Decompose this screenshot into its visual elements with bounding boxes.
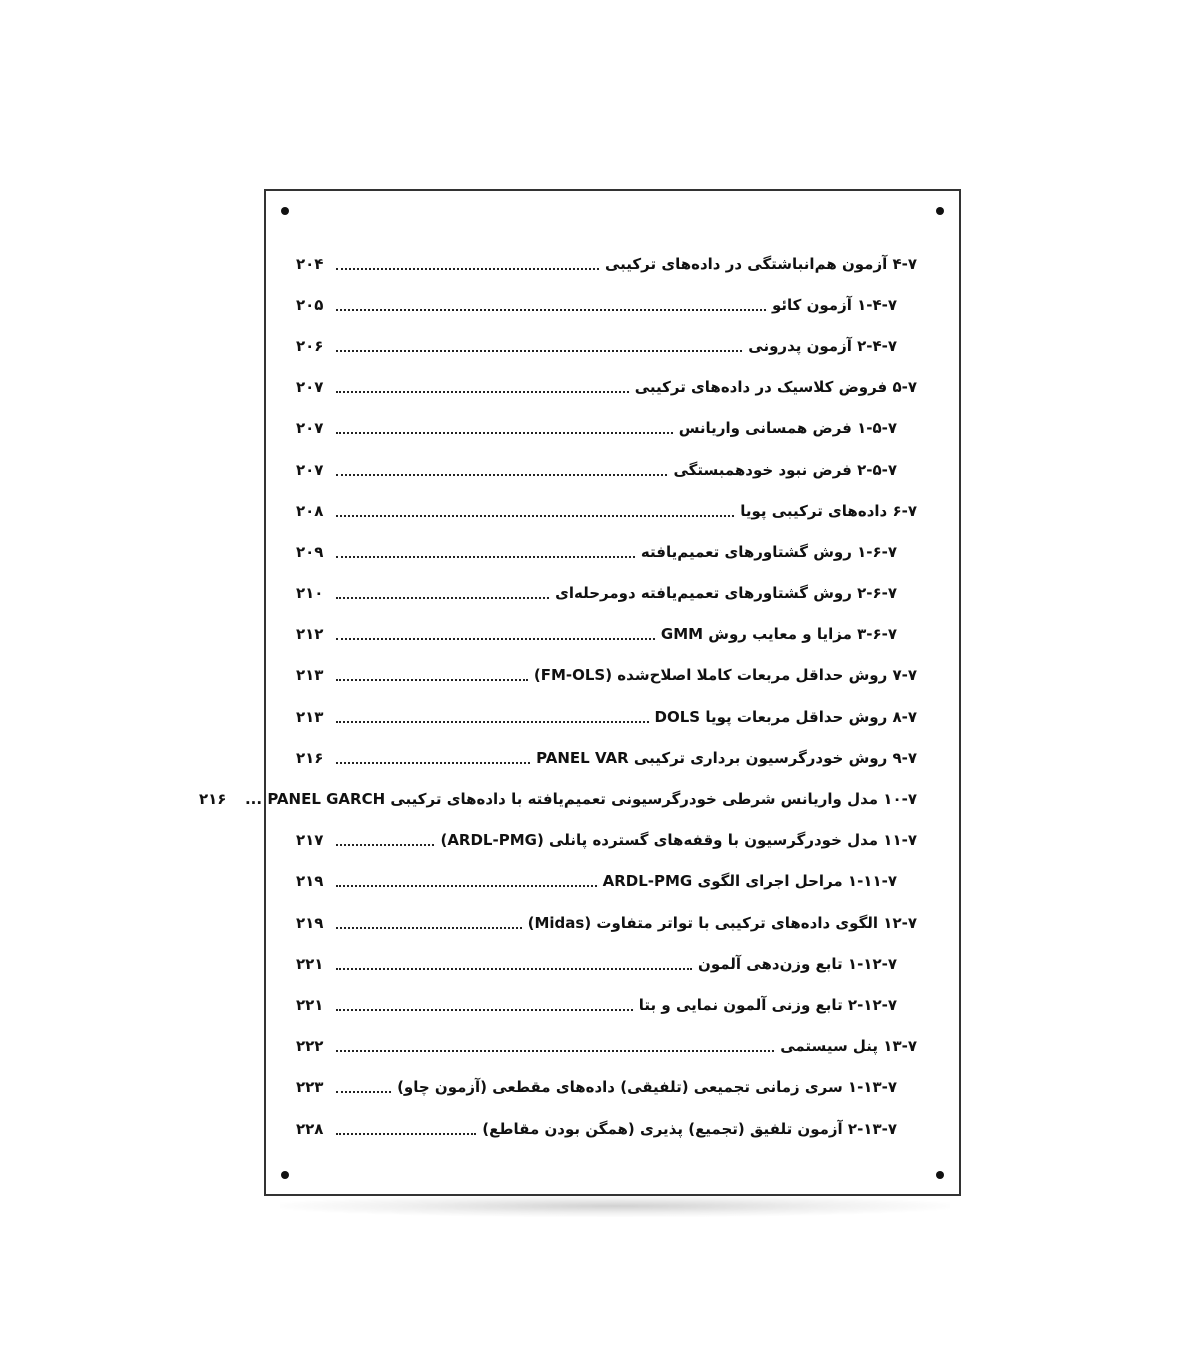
corner-dot-top-left bbox=[281, 207, 289, 215]
toc-entry-page-number: ۲۱۲ bbox=[296, 625, 324, 644]
toc-entry bbox=[296, 737, 917, 778]
toc-entry-title: ۱-۶-۷ روش گشتاورهای تعمیم‌یافته bbox=[640, 542, 897, 561]
toc-entry-page-number: ۲۱۰ bbox=[296, 584, 324, 603]
dot-leader bbox=[336, 885, 597, 887]
toc-entry bbox=[296, 820, 917, 861]
toc-entry-page-number: ۲۰۵ bbox=[296, 295, 324, 314]
toc-entry bbox=[296, 614, 917, 655]
toc-entry-title: ۱-۱۱-۷ مراحل اجرای الگوی ARDL-PMG bbox=[602, 872, 897, 891]
toc-entry-page-number: ۲۱۹ bbox=[296, 913, 324, 932]
dot-leader bbox=[336, 638, 655, 640]
toc-entry-page-number: ۲۱۶ bbox=[198, 790, 227, 809]
toc-entry-title: ۶-۷ داده‌های ترکیبی پویا bbox=[740, 501, 917, 520]
toc-entry-title: ۱-۵-۷ فرض همسانی واریانس bbox=[678, 419, 897, 438]
toc-entry-page-number: ۲۱۹ bbox=[296, 872, 324, 891]
toc-entry-title: ۸-۷ روش حداقل مربعات پویا DOLS bbox=[654, 707, 917, 726]
toc-entry-title: ۲-۱۳-۷ آزمون تلفیق (تجمیع) پذیری (همگن بودن مقاطع) bbox=[482, 1119, 897, 1138]
toc-entry-title: ۲-۴-۷ آزمون پدرونی bbox=[748, 336, 897, 355]
toc-entry-title: ۱۱-۷ مدل خودرگرسیون با وقفه‌های گسترده پانلی (ARDL-PMG) bbox=[440, 831, 917, 850]
page-shadow bbox=[280, 1195, 950, 1217]
toc-entry bbox=[296, 984, 917, 1025]
toc-entry-title: ۱۳-۷ پنل سیستمی bbox=[780, 1037, 917, 1056]
toc-entry-page-number: ۲۱۶ bbox=[296, 748, 324, 767]
toc-entry bbox=[296, 367, 917, 408]
dot-leader bbox=[336, 350, 742, 352]
dot-leader bbox=[336, 391, 629, 393]
toc-entry-page-number: ۲۲۳ bbox=[296, 1078, 324, 1097]
toc-entry-page-number: ۲۰۶ bbox=[296, 336, 324, 355]
dot-leader bbox=[336, 927, 522, 929]
dot-leader bbox=[336, 844, 434, 846]
toc-entry bbox=[296, 655, 917, 696]
toc-entry bbox=[296, 1067, 917, 1108]
dot-leader bbox=[336, 1009, 633, 1011]
toc-entry-page-number: ۲۰۷ bbox=[296, 378, 324, 397]
toc-entry-page-number: ۲۲۲ bbox=[296, 1037, 324, 1056]
toc-entry-page-number: ۲۰۸ bbox=[296, 501, 324, 520]
toc-entry-title: ۲-۱۲-۷ تابع وزنی آلمون نمایی و بتا bbox=[638, 995, 897, 1014]
toc-entry-title: ۲-۵-۷ فرض نبود خودهمبستگی bbox=[673, 460, 897, 479]
dot-leader bbox=[336, 268, 599, 270]
dot-leader bbox=[336, 968, 692, 970]
toc-entry-page-number: ۲۱۳ bbox=[296, 666, 324, 685]
toc-entry-title: ۷-۷ روش حداقل مربعات کاملا اصلاح‌شده (FM-OLS) bbox=[533, 666, 917, 685]
toc-entry bbox=[198, 778, 917, 819]
toc-entry-title: ۱۲-۷ الگوی داده‌های ترکیبی با تواتر متفاوت (Midas) bbox=[527, 913, 917, 932]
toc-page bbox=[198, 189, 961, 1196]
table-of-contents bbox=[198, 243, 917, 1149]
toc-entry-title: ۳-۶-۷ مزایا و معایب روش GMM bbox=[660, 625, 897, 644]
dot-leader bbox=[336, 309, 766, 311]
toc-entry-page-number: ۲۲۸ bbox=[296, 1119, 324, 1138]
dot-leader bbox=[336, 721, 649, 723]
dot-leader bbox=[336, 1133, 476, 1135]
toc-entry bbox=[296, 490, 917, 531]
toc-entry-title: ۱-۱۲-۷ تابع وزن‌دهی آلمون bbox=[698, 954, 897, 973]
toc-entry bbox=[296, 573, 917, 614]
corner-dot-bottom-left bbox=[281, 1171, 289, 1179]
dot-leader bbox=[336, 515, 734, 517]
toc-entry-title: ۱-۱۳-۷ سری زمانی تجمیعی (تلفیقی) داده‌های مقطعی (آزمون چاو) bbox=[397, 1078, 897, 1097]
corner-dot-bottom-right bbox=[936, 1171, 944, 1179]
corner-dot-top-right bbox=[936, 207, 944, 215]
dot-leader bbox=[336, 597, 549, 599]
dot-leader bbox=[336, 679, 528, 681]
toc-entry bbox=[296, 449, 917, 490]
toc-entry-page-number: ۲۰۴ bbox=[296, 254, 324, 273]
toc-entry-title: ۵-۷ فروض کلاسیک در داده‌های ترکیبی bbox=[634, 378, 917, 397]
toc-entry bbox=[296, 943, 917, 984]
toc-entry bbox=[296, 243, 917, 284]
toc-entry bbox=[296, 408, 917, 449]
dot-leader bbox=[336, 556, 635, 558]
toc-entry-page-number: ۲۰۷ bbox=[296, 460, 324, 479]
toc-entry-title: ۱۰-۷ مدل واریانس شرطی خودرگرسیونی تعمیم‌یافته با داده‌های ترکیبی PANEL GARCH ... bbox=[244, 790, 917, 809]
toc-entry-title: ۴-۷ آزمون هم‌انباشتگی در داده‌های ترکیبی bbox=[604, 254, 917, 273]
dot-leader bbox=[336, 432, 673, 434]
toc-entry-title: ۹-۷ روش خودرگرسیون برداری ترکیبی PANEL VAR bbox=[536, 748, 917, 767]
toc-entry bbox=[296, 861, 917, 902]
toc-entry-title: ۲-۶-۷ روش گشتاورهای تعمیم‌یافته دومرحله‌ای bbox=[555, 584, 897, 603]
toc-entry-page-number: ۲۰۹ bbox=[296, 542, 324, 561]
toc-entry bbox=[296, 696, 917, 737]
toc-entry bbox=[296, 284, 917, 325]
toc-entry bbox=[296, 325, 917, 366]
toc-entry bbox=[296, 902, 917, 943]
dot-leader bbox=[336, 1050, 774, 1052]
toc-entry bbox=[296, 531, 917, 572]
dot-leader bbox=[336, 1091, 391, 1093]
toc-entry-page-number: ۲۱۳ bbox=[296, 707, 324, 726]
toc-entry bbox=[296, 1108, 917, 1149]
dot-leader bbox=[336, 474, 667, 476]
toc-entry-page-number: ۲۲۱ bbox=[296, 995, 324, 1014]
toc-entry bbox=[296, 1026, 917, 1067]
toc-entry-page-number: ۲۲۱ bbox=[296, 954, 324, 973]
toc-entry-page-number: ۲۰۷ bbox=[296, 419, 324, 438]
toc-entry-page-number: ۲۱۷ bbox=[296, 831, 324, 850]
toc-entry-title: ۱-۴-۷ آزمون کائو bbox=[771, 295, 897, 314]
dot-leader bbox=[336, 762, 530, 764]
